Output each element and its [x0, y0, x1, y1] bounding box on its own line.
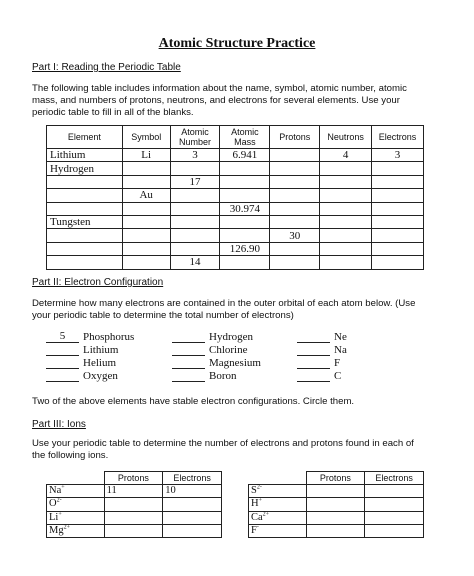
- column-header: Electrons: [372, 126, 424, 149]
- header-spacer: [249, 472, 307, 485]
- table-cell: [320, 242, 372, 255]
- element-label: Ne: [334, 331, 347, 343]
- answer-blank: [297, 370, 330, 382]
- header-spacer: [47, 472, 105, 485]
- ion-charge: -: [256, 524, 259, 531]
- ion-charge: +: [258, 497, 262, 504]
- table-cell: [122, 215, 170, 228]
- table-cell: [47, 229, 123, 242]
- table-cell: [220, 229, 270, 242]
- part3-heading: Part III: Ions: [32, 419, 86, 430]
- table-cell: 30: [270, 229, 320, 242]
- ion-charge: 2-: [256, 484, 262, 491]
- table-cell: [122, 202, 170, 215]
- part1-heading: Part I: Reading the Periodic Table: [32, 62, 181, 73]
- table-cell: [270, 242, 320, 255]
- table-cell: [170, 229, 220, 242]
- table-cell: [320, 175, 372, 188]
- table-row: [47, 202, 424, 215]
- answer-blank: [297, 357, 330, 369]
- table-cell: 3: [372, 149, 424, 162]
- ion-symbol: [249, 498, 307, 511]
- electrons-cell: [365, 498, 424, 511]
- element-label: Helium: [83, 357, 116, 369]
- protons-cell: [104, 511, 163, 524]
- answer-blank: [46, 357, 79, 369]
- protons-cell: [104, 498, 163, 511]
- config-item: [297, 344, 347, 357]
- ion-element: F: [251, 524, 257, 536]
- answer-blank: [297, 331, 330, 343]
- ion-charge: 2+: [63, 524, 70, 531]
- table-cell: [170, 189, 220, 202]
- table-cell: 4: [320, 149, 372, 162]
- column-header: Atomic Number: [170, 126, 220, 149]
- table-cell: [320, 256, 372, 269]
- element-label: C: [334, 370, 342, 382]
- electrons-cell: [365, 485, 424, 498]
- element-label: Oxygen: [83, 370, 118, 382]
- table-cell: [122, 162, 170, 175]
- table-header-row: [47, 126, 424, 149]
- table-row: [47, 162, 424, 175]
- config-column-1: [46, 331, 134, 383]
- table-cell: [372, 215, 424, 228]
- config-item: [46, 357, 134, 370]
- config-item: [297, 370, 347, 383]
- ion-symbol: [249, 524, 307, 537]
- page-title: Atomic Structure Practice: [158, 36, 316, 51]
- table-cell: [320, 202, 372, 215]
- part2-heading: Part II: Electron Configuration: [32, 277, 164, 288]
- ion-charge: +: [61, 484, 65, 491]
- table-cell: 126.90: [220, 242, 270, 255]
- table-cell: [170, 202, 220, 215]
- table-cell: [270, 189, 320, 202]
- table-cell: [170, 162, 220, 175]
- ion-symbol: [249, 511, 307, 524]
- protons-cell: [306, 511, 365, 524]
- answer-blank: 5: [46, 331, 79, 343]
- table-row: [47, 229, 424, 242]
- table-row: [47, 175, 424, 188]
- electrons-cell: [163, 524, 222, 537]
- ion-row: [249, 485, 424, 498]
- config-item: [172, 370, 261, 383]
- element-label: Magnesium: [209, 357, 261, 369]
- ion-symbol: [47, 524, 105, 537]
- table-cell: [270, 202, 320, 215]
- table-cell: Li: [122, 149, 170, 162]
- config-item: [46, 331, 134, 344]
- table-cell: [122, 242, 170, 255]
- table-cell: Au: [122, 189, 170, 202]
- table-cell: [47, 189, 123, 202]
- column-header: Neutrons: [320, 126, 372, 149]
- table-cell: [372, 162, 424, 175]
- ion-element: Mg: [49, 524, 64, 536]
- table-cell: 17: [170, 175, 220, 188]
- table-cell: [372, 175, 424, 188]
- column-header: Protons: [104, 472, 163, 485]
- table-cell: Lithium: [47, 149, 123, 162]
- table-cell: [122, 175, 170, 188]
- ion-row: [47, 511, 222, 524]
- table-cell: [122, 229, 170, 242]
- answer-blank: [297, 344, 330, 356]
- protons-cell: 11: [104, 485, 163, 498]
- table-cell: [270, 149, 320, 162]
- table-cell: [220, 175, 270, 188]
- table-cell: [320, 189, 372, 202]
- ion-element: Li: [49, 511, 59, 523]
- config-column-2: [172, 331, 261, 383]
- table-cell: [372, 242, 424, 255]
- table-cell: [47, 175, 123, 188]
- answer-blank: [46, 344, 79, 356]
- table-cell: [220, 162, 270, 175]
- column-header: Protons: [270, 126, 320, 149]
- table-cell: [122, 256, 170, 269]
- table-row: [47, 189, 424, 202]
- element-label: Boron: [209, 370, 237, 382]
- table-cell: [270, 256, 320, 269]
- ion-symbol: [47, 511, 105, 524]
- ion-element: O: [49, 498, 57, 510]
- ions-table-left: [46, 471, 222, 538]
- table-cell: 6.941: [220, 149, 270, 162]
- electrons-cell: [163, 498, 222, 511]
- table-cell: [47, 242, 123, 255]
- answer-blank: [172, 344, 205, 356]
- table-row: [47, 215, 424, 228]
- ion-symbol: [47, 498, 105, 511]
- table-cell: 30.974: [220, 202, 270, 215]
- table-cell: [320, 162, 372, 175]
- ions-table-right: [248, 471, 424, 538]
- table-cell: [220, 256, 270, 269]
- table-cell: Hydrogen: [47, 162, 123, 175]
- ion-charge: 2+: [262, 511, 270, 518]
- periodic-info-table: [46, 125, 424, 270]
- table-row: [47, 242, 424, 255]
- part3-instructions: Use your periodic table to determine the number of electrons and protons found in each of the following ions.: [32, 438, 414, 461]
- electrons-cell: 10: [163, 485, 222, 498]
- element-label: Phosphorus: [83, 331, 135, 343]
- config-item: [297, 357, 347, 370]
- table-row: [47, 256, 424, 269]
- table-cell: 3: [170, 149, 220, 162]
- element-label: Na: [334, 344, 347, 356]
- answer-blank: [172, 370, 205, 382]
- table-cell: Tungsten: [47, 215, 123, 228]
- element-label: Lithium: [83, 344, 119, 356]
- ion-element: Na: [49, 485, 62, 497]
- part2-instructions: Determine how many electrons are contained in the outer orbital of each atom below. (Use your periodic table to determine the total number of electrons): [32, 298, 416, 321]
- protons-cell: [306, 485, 365, 498]
- answer-blank: [46, 370, 79, 382]
- config-item: [297, 331, 347, 344]
- ions-header-row: [47, 472, 222, 485]
- element-label: Hydrogen: [209, 331, 253, 343]
- table-cell: [372, 256, 424, 269]
- config-item: [172, 344, 261, 357]
- element-label: F: [334, 357, 341, 369]
- column-header: Symbol: [122, 126, 170, 149]
- electrons-cell: [163, 511, 222, 524]
- table-cell: [270, 162, 320, 175]
- ion-element: H: [251, 498, 259, 510]
- table-cell: [320, 215, 372, 228]
- electrons-cell: [365, 524, 424, 537]
- ion-row: [47, 498, 222, 511]
- table-cell: [320, 229, 372, 242]
- answer-blank: [172, 357, 205, 369]
- column-header: Electrons: [163, 472, 222, 485]
- table-cell: [170, 242, 220, 255]
- column-header: Protons: [306, 472, 365, 485]
- table-cell: 14: [170, 256, 220, 269]
- config-item: [172, 331, 261, 344]
- ion-symbol: [249, 485, 307, 498]
- table-cell: [47, 256, 123, 269]
- protons-cell: [306, 524, 365, 537]
- ion-symbol: [47, 485, 105, 498]
- ion-charge: 2-: [56, 497, 62, 504]
- config-column-3: [297, 331, 347, 383]
- table-cell: [372, 229, 424, 242]
- table-cell: [170, 215, 220, 228]
- table-cell: [220, 215, 270, 228]
- table-cell: [372, 189, 424, 202]
- answer-blank: [172, 331, 205, 343]
- ion-row: [47, 485, 222, 498]
- electrons-cell: [365, 511, 424, 524]
- config-item: [172, 357, 261, 370]
- element-label: Chlorine: [209, 344, 248, 356]
- ion-row: [249, 498, 424, 511]
- ion-charge: +: [58, 511, 62, 518]
- table-row: [47, 149, 424, 162]
- table-cell: [47, 202, 123, 215]
- column-header: Electrons: [365, 472, 424, 485]
- ion-row: [47, 524, 222, 537]
- ion-row: [249, 524, 424, 537]
- part1-instructions: The following table includes information about the name, symbol, atomic number, atomic mass, and numbers of protons, neutrons, and electrons for several elements. Use your periodic table to fill in all of the blanks.: [32, 83, 407, 118]
- protons-cell: [104, 524, 163, 537]
- column-header: Element: [47, 126, 123, 149]
- ion-element: S: [251, 485, 257, 497]
- protons-cell: [306, 498, 365, 511]
- table-cell: [372, 202, 424, 215]
- table-cell: [270, 215, 320, 228]
- part2-note: Two of the above elements have stable electron configurations. Circle them.: [32, 396, 355, 407]
- table-cell: [270, 175, 320, 188]
- column-header: Atomic Mass: [220, 126, 270, 149]
- config-item: [46, 344, 134, 357]
- ion-element: Ca: [251, 511, 263, 523]
- config-item: [46, 370, 134, 383]
- ion-row: [249, 511, 424, 524]
- table-cell: [220, 189, 270, 202]
- ions-header-row: [249, 472, 424, 485]
